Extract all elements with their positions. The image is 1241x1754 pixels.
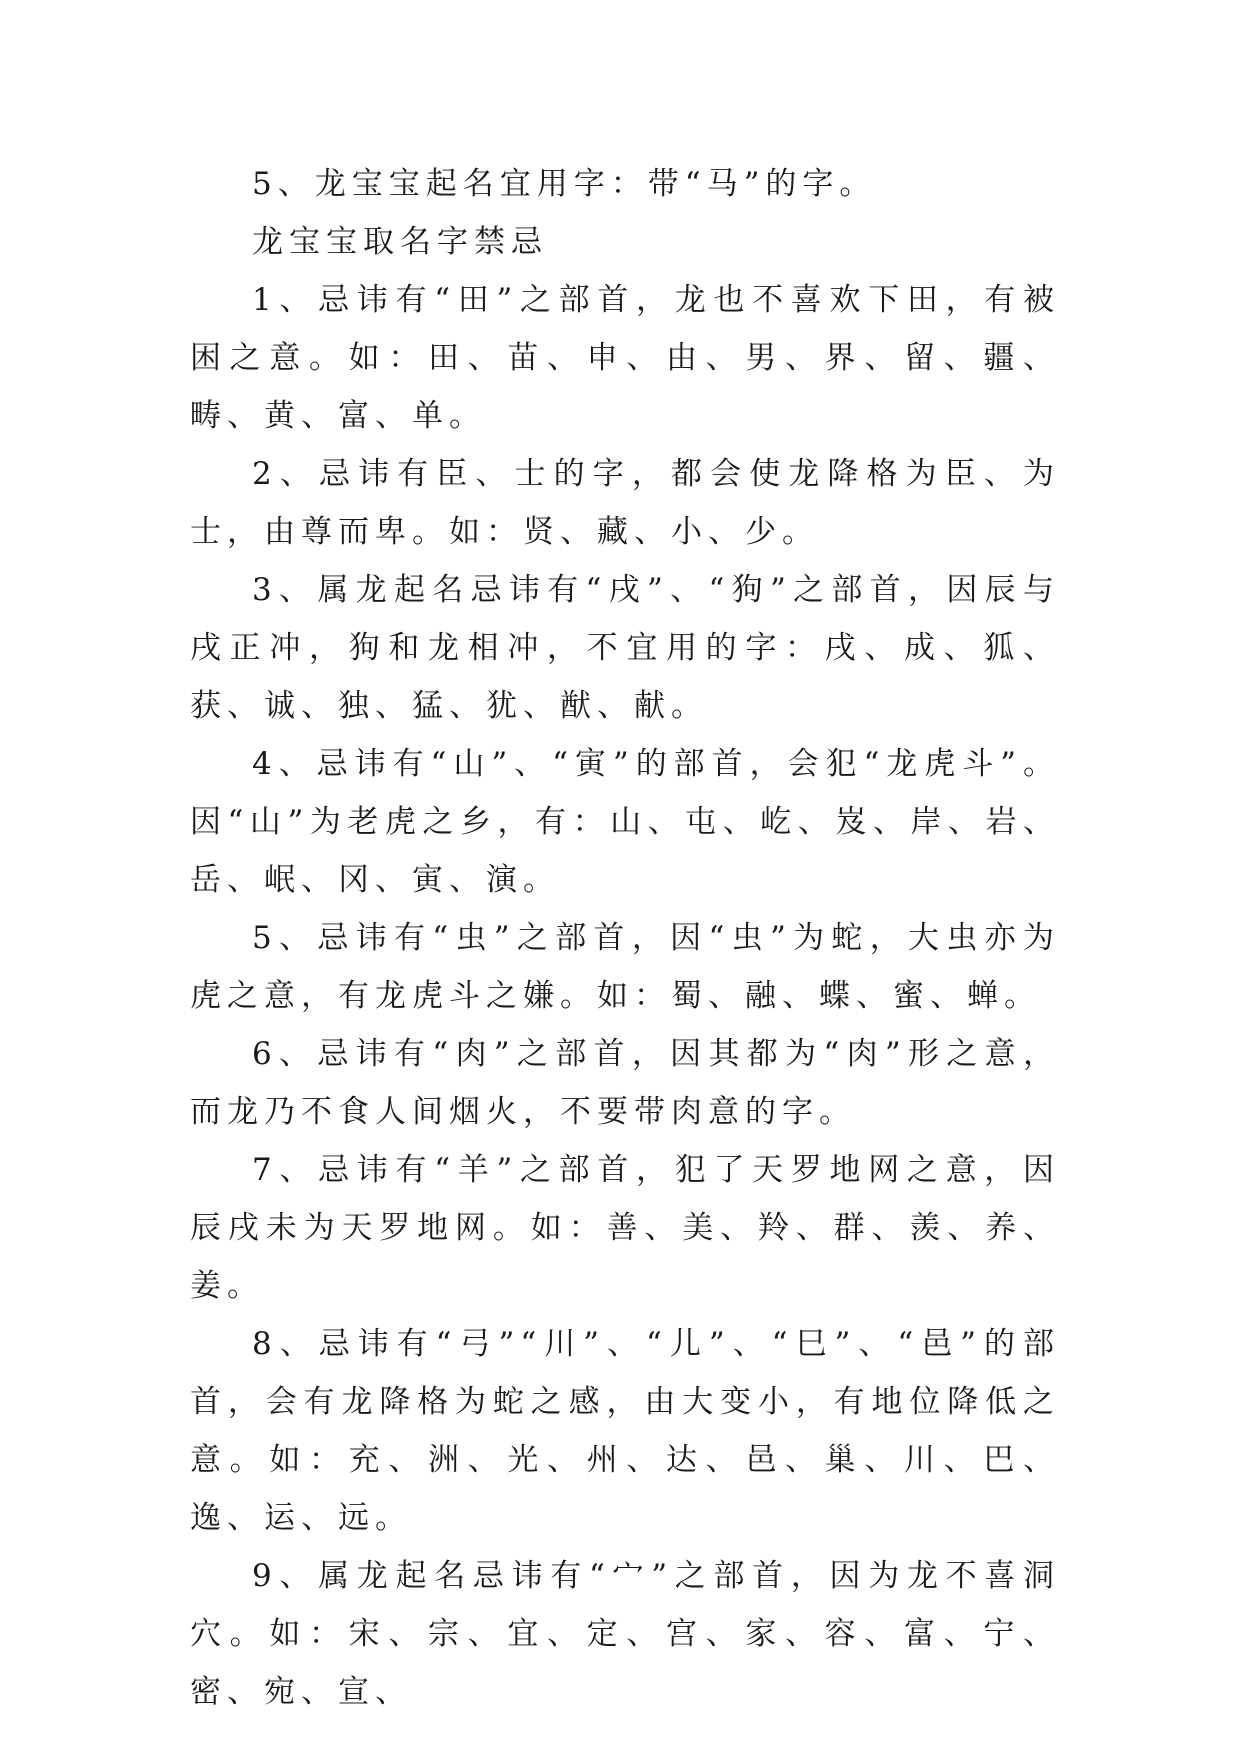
paragraph-taboo-7: 7、忌讳有“羊”之部首，犯了天罗地网之意，因辰戌未为天罗地网。如：善、美、羚、群、羡、养、姜。 [190, 1152, 1060, 1304]
paragraph-taboo-2: 2、忌讳有臣、士的字，都会使龙降格为臣、为士，由尊而卑。如：贤、藏、小、少。 [190, 456, 1060, 550]
paragraph-horse-characters: 5、龙宝宝起名宜用字：带“马”的字。 [252, 166, 877, 202]
paragraph-taboo-5: 5、忌讳有“虫”之部首，因“虫”为蛇，大虫亦为虎之意，有龙虎斗之嫌。如：蜀、融、蝶、蜜、蝉。 [190, 920, 1060, 1014]
paragraph-taboo-8: 8、忌讳有“弓”“川”、“儿”、“巳”、“邑”的部首，会有龙降格为蛇之感，由大变小，有地位降低之意。如：充、洲、光、州、达、邑、巢、川、巴、逸、运、远。 [190, 1326, 1061, 1536]
paragraph-taboo-1: 1、忌讳有“田”之部首，龙也不喜欢下田，有被困之意。如：田、苗、申、由、男、界、留、疆、畴、黄、富、单。 [190, 282, 1060, 434]
paragraph-taboo-9: 9、属龙起名忌讳有“宀”之部首，因为龙不喜洞穴。如：宋、宗、宜、定、宫、家、容、富、宁、密、宛、宣、 [190, 1558, 1060, 1710]
paragraph-taboo-4: 4、忌讳有“山”、“寅”的部首，会犯“龙虎斗”。因“山”为老虎之乡，有：山、屯、屹、岌、岸、岩、岳、岷、冈、寅、演。 [190, 746, 1060, 898]
document-body [190, 155, 1060, 1721]
paragraph-taboo-6: 6、忌讳有“肉”之部首，因其都为“肉”形之意，而龙乃不食人间烟火，不要带肉意的字。 [190, 1036, 1060, 1130]
section-heading-taboos: 龙宝宝取名字禁忌 [252, 224, 548, 260]
paragraph-taboo-3: 3、属龙起名忌讳有“戌”、“狗”之部首，因辰与戌正冲，狗和龙相冲，不宜用的字：戌、成、狐、获、诚、独、猛、犹、猷、献。 [190, 572, 1060, 724]
